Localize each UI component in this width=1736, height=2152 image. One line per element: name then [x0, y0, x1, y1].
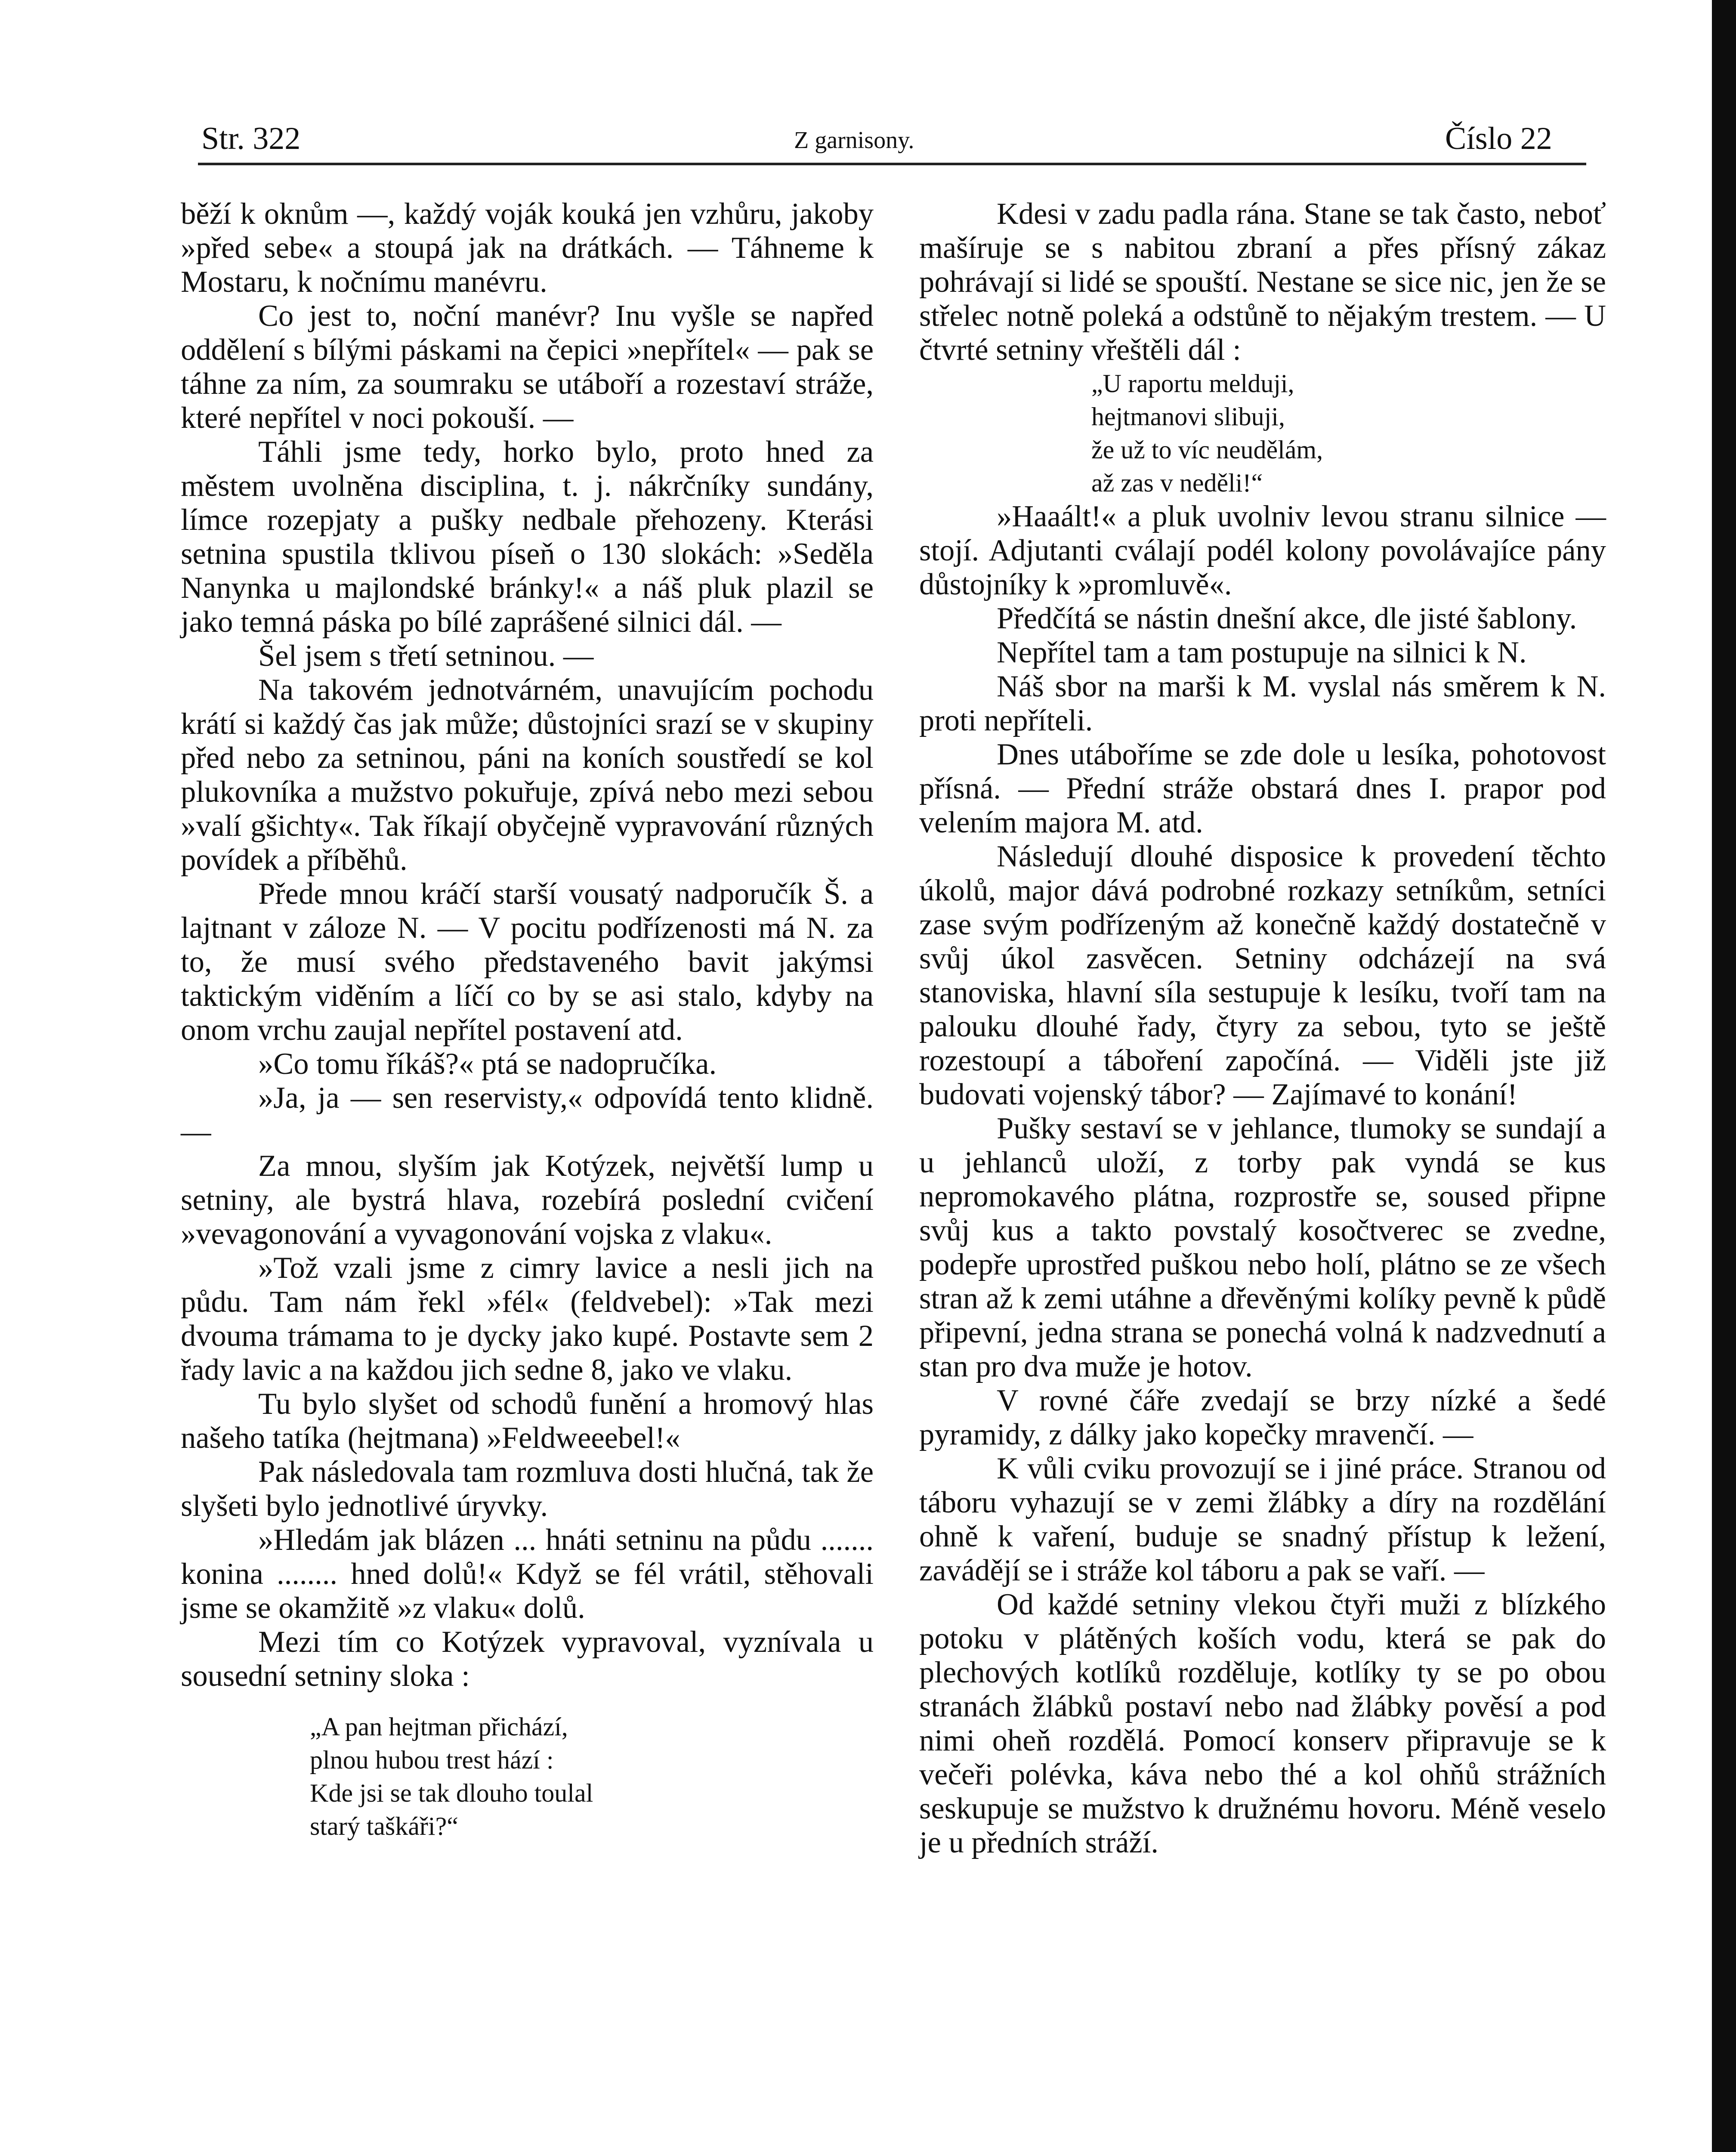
verse-line: starý taškáři?“ — [310, 1812, 458, 1840]
verse-line: hejtmanovi slibuji, — [1091, 402, 1285, 431]
paragraph: Táhli jsme tedy, horko bylo, proto hned za městem uvolněna disciplina, t. j. nákrčníky sundány, límce rozepjaty a pušky nedbale přehozeny. Kterási setnina spustila tklivou píseň o 130 slokách: »Seděla Nanynka u majlondské bránky!« a náš pluk plazil se jako temná páska po bílé zaprášené silnici dál. — — [181, 435, 874, 639]
verse-line: „A pan hejtman přichází, — [310, 1713, 568, 1741]
paragraph: »Hledám jak blázen ... hnáti setninu na půdu ....... konina ........ hned dolů!« Když se fél vrátil, stěhovali jsme se okamžitě »z vlaku« dolů. — [181, 1523, 874, 1625]
right-column — [919, 197, 1606, 1860]
paragraph: Přede mnou kráčí starší vousatý nadporučík Š. a lajtnant v záloze N. — V pocitu podřízenosti má N. za to, že musí svého představeného bavit jakýmsi taktickým viděním a líčí co by se asi stalo, kdyby na onom vrchu zaujal nepřítel postavení atd. — [181, 877, 874, 1047]
paragraph: Mezi tím co Kotýzek vypravoval, vyznívala u sousední setniny sloka : — [181, 1625, 874, 1693]
paragraph: Od každé setniny vlekou čtyři muži z blízkého potoku v plátěných koších vodu, která se pak do plechových kotlíků rozděluje, kotlíky ty se po obou stranách žlábků postaví nebo nad žlábky pověsí a pod nimi oheň rozdělá. Pomocí konserv připravuje se k večeři polévka, káva nebo thé a kol ohňů strážních seskupuje se mužstvo k družnému hovoru. Méně veselo je u předních stráží. — [919, 1588, 1606, 1859]
paragraph: Dnes utáboříme se zde dole u lesíka, pohotovost přísná. — Přední stráže obstará dnes I. prapor pod velením majora M. atd. — [919, 738, 1606, 839]
paragraph: »Ja, ja — sen reservisty,« odpovídá tento klidně. — — [181, 1081, 874, 1149]
verse-line: až zas v neděli!“ — [1091, 469, 1263, 497]
verse-line: Kde jsi se tak dlouho toulal — [310, 1779, 593, 1807]
paragraph: Za mnou, slyším jak Kotýzek, největší lump u setniny, ale bystrá hlava, rozebírá poslední cvičení »vevagonování a vyvagonování vojska z vlaku«. — [181, 1149, 874, 1251]
paragraph: Tu bylo slyšet od schodů funění a hromový hlas našeho tatíka (hejtmana) »Feldweeebel!« — [181, 1387, 874, 1455]
paragraph: Následují dlouhé disposice k provedení těchto úkolů, major dává podrobné rozkazy setníkům, setníci zase svým podřízeným až konečně každý dostatečně v svůj úkol zasvěcen. Setniny odcházejí na svá stanoviska, hlavní síla sestupuje k lesíku, tvoří tam na palouku dlouhé řady, čtyry za sebou, tyto se ještě rozestoupí a táboření započíná. — Viděli jste již budovati vojenský tábor? — Zajímavé to konání! — [919, 840, 1606, 1111]
paragraph: K vůli cviku provozují se i jiné práce. Stranou od táboru vyhazují se v zemi žlábky a díry na rozdělání ohně k vaření, buduje se snadný přístup k ležení, zavádějí se i stráže kol táboru a pak se vaří. — — [919, 1452, 1606, 1587]
paragraph: Na takovém jednotvárném, unavujícím pochodu krátí si každý čas jak může; důstojníci srazí se v skupiny před nebo za setninou, páni na koních soustředí se kol plukovníka a mužstvo pokuřuje, zpívá nebo mezi sebou »valí gšichty«. Tak říkají obyčejně vypravování různých povídek a příběhů. — [181, 673, 874, 877]
paragraph: »Co tomu říkáš?« ptá se nadopručíka. — [258, 1047, 717, 1081]
scan-edge-bar — [1712, 0, 1736, 2152]
paragraph: Náš sbor na marši k M. vyslal nás směrem k N. proti nepříteli. — [919, 670, 1606, 737]
issue-number: Číslo 22 — [1445, 121, 1552, 156]
paragraph: Nepřítel tam a tam postupuje na silnici k N. — [997, 636, 1527, 669]
paragraph: »Tož vzali jsme z cimry lavice a nesli jich na půdu. Tam nám řekl »fél« (feldvebel): »Tak mezi dvouma trámama to je dycky jako kupé. Postavte sem 2 řady lavic a na každou jich sedne 8, jako ve vlaku. — [181, 1251, 874, 1387]
paragraph: V rovné čáře zvedají se brzy nízké a šedé pyramidy, z dálky jako kopečky mravenčí. — — [919, 1384, 1606, 1451]
verse-line: „U raportu melduji, — [1091, 369, 1294, 398]
page-number: Str. 322 — [201, 121, 301, 156]
page-header — [0, 121, 1736, 168]
paragraph: »Haaált!« a pluk uvolniv levou stranu silnice — stojí. Adjutanti cválají podél kolony povolávajíce pány důstojníky k »promluvě«. — [919, 500, 1606, 601]
paragraph: běží k oknům —, každý voják kouká jen vzhůru, jakoby »před sebe« a stoupá jak na drátkách. — Táhneme k Mostaru, k nočnímu manévru. — [181, 197, 874, 299]
paragraph: Šel jsem s třetí setninou. — — [258, 639, 594, 673]
running-title: Z garnisony. — [794, 127, 914, 154]
paragraph: Předčítá se nástin dnešní akce, dle jisté šablony. — [997, 602, 1577, 635]
verse-block — [919, 367, 1606, 500]
paragraph: Pak následovala tam rozmluva dosti hlučná, tak že slyšeti bylo jednotlivé úryvky. — [181, 1455, 874, 1523]
left-column — [181, 197, 874, 1843]
verse-block — [181, 1710, 874, 1843]
paragraph: Kdesi v zadu padla rána. Stane se tak často, neboť mašíruje se s nabitou zbraní a přes přísný zákaz pohrávají si lidé se spouští. Nestane se sice nic, jen že se střelec notně poleká a odstůně to nějakým trestem. — U čtvrté setniny vřeštěli dál : — [919, 197, 1606, 367]
paragraph: Pušky sestaví se v jehlance, tlumoky se sundají a u jehlanců uloží, z torby pak vyndá se kus nepromokavého plátna, rozprostře se, soused připne svůj kus a takto povstalý kosočtverec se zvedne, podepře uprostřed puškou nebo holí, plátno se ze všech stran až k zemi utáhne a dřevěnými kolíky pevně k půdě připevní, jedna strana se ponechá volná k nadzvednutí a stan pro dva muže je hotov. — [919, 1112, 1606, 1383]
paragraph: Co jest to, noční manévr? Inu vyšle se napřed oddělení s bílými páskami na čepici »nepřítel« — pak se táhne za ním, za soumraku se utáboří a rozestaví stráže, které nepřítel v noci pokouší. — — [181, 299, 874, 435]
verse-line: že už to víc neudělám, — [1091, 436, 1323, 464]
header-rule — [198, 163, 1586, 165]
verse-line: plnou hubou trest hází : — [310, 1746, 554, 1774]
